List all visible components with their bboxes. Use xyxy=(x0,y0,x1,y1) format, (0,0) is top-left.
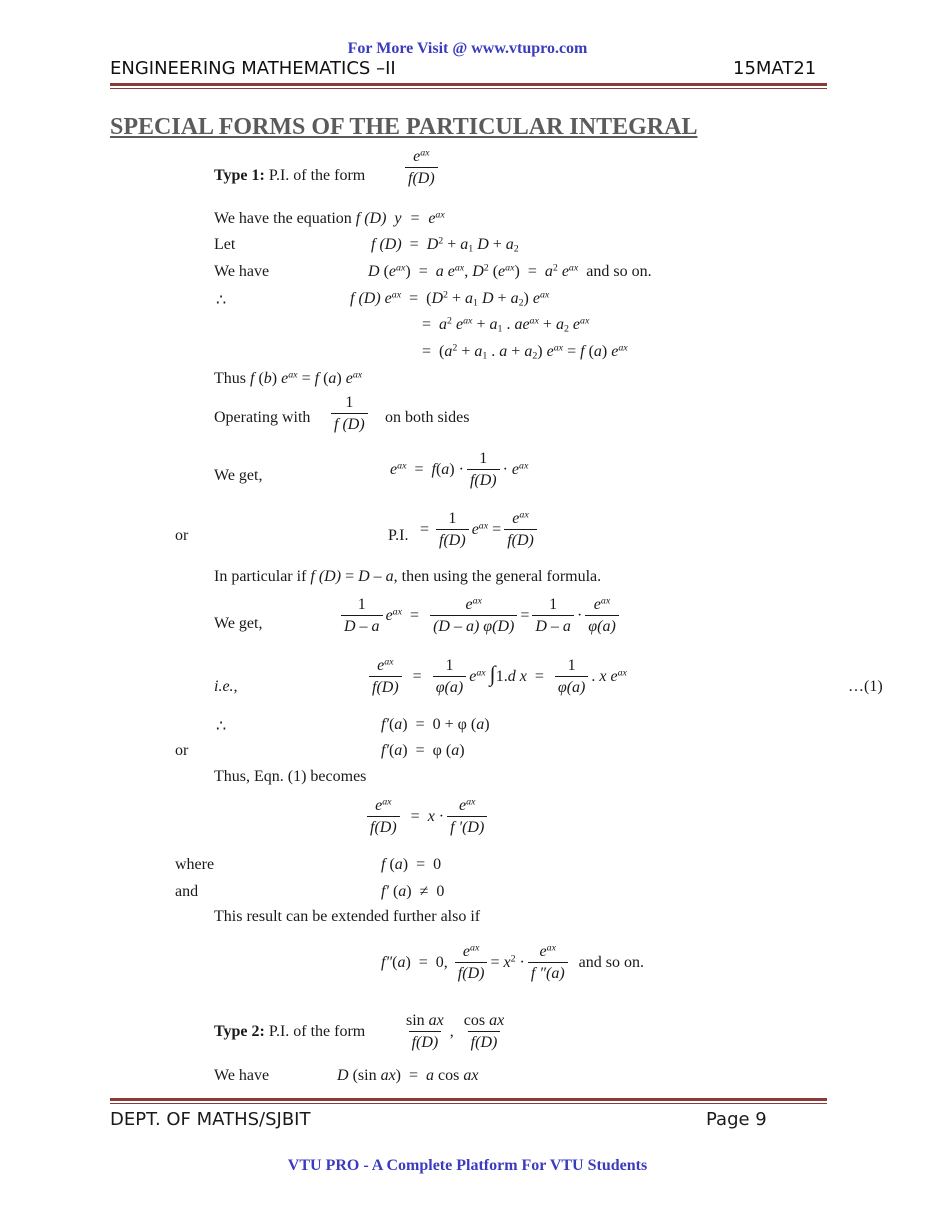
operating-fraction: $\frac{1}{f (D)}$ xyxy=(328,394,371,435)
therefore-2: ∴ xyxy=(216,718,227,735)
type2-label: Type 2: xyxy=(214,1023,265,1040)
extended-text: This result can be extended further also if xyxy=(214,908,481,925)
and-so-on-1: and so on. xyxy=(586,263,652,280)
we-get-label-1: We get, xyxy=(214,467,263,484)
fd-eax-line2: = $a^2$ $e^{ax} + a_1$ . $ae^{ax} + a_2$ $e^{ax}$ xyxy=(422,315,590,335)
header-code: 15MAT21 xyxy=(733,58,817,79)
where-label: where xyxy=(175,856,215,873)
fd-eax-line3: = ($a^2 + a_1$ . $a + a_2$) $e^{ax} = f$ (a) $e^{ax}$ xyxy=(422,342,628,362)
pi-equation: = $\frac{1}{f(D)}$ $e^{ax}$ = $\frac{e^{ax}}{f(D)}$ xyxy=(420,510,540,551)
header-rule xyxy=(110,83,827,86)
we-have-equation-line: We have the equation f (D) $y = e^{ax}$ xyxy=(214,209,445,227)
we-get-equation-2: $\frac{1}{D - a}$ $e^{ax}$ = $\frac{e^{ax}}{(D - a) \varphi(D)}$ = $\frac{1}{D - a}$ · $\frac{e^{ax}}{\varphi(a)}$ xyxy=(338,596,622,637)
type2-heading xyxy=(214,1023,365,1041)
header-rule-thin xyxy=(110,88,827,89)
ie-label: i.e., xyxy=(214,678,238,695)
where-equation: f (a) = 0 xyxy=(381,856,442,873)
type1-label: Type 1: xyxy=(214,167,265,184)
header-subject: ENGINEERING MATHEMATICS –II xyxy=(110,58,396,79)
on-both-sides-text: on both sides xyxy=(385,409,470,426)
therefore-1: ∴ xyxy=(216,292,227,309)
and-so-on-2: and so on. xyxy=(578,954,644,972)
thus-text: Thus xyxy=(214,370,246,387)
fprime-equation-1: f′(a) = 0 + φ (a) xyxy=(381,716,490,733)
derivative-equation: D $(e^{ax}) = a$ $e^{ax}$, $D^2$ $(e^{ax}) = a^2$ $e^{ax}$ and so on. xyxy=(368,262,652,280)
footer-link[interactable]: VTU PRO - A Complete Platform For VTU Students xyxy=(287,1157,648,1174)
type1-heading xyxy=(214,167,365,185)
or-label-2: or xyxy=(175,742,189,759)
header-link[interactable]: For More Visit @ www.vtupro.com xyxy=(347,40,588,57)
pi-label: P.I. xyxy=(388,527,409,544)
type2-prefix: P.I. of the form xyxy=(268,1023,366,1040)
result-equation: $\frac{e^{ax}}{f(D)}$ = x · $\frac{e^{ax}}{f '(D)}$ xyxy=(364,797,490,838)
footer-page-number: Page 9 xyxy=(706,1109,767,1130)
thus-eqn-text: Thus, Eqn. (1) becomes xyxy=(214,768,367,785)
let-label: Let xyxy=(214,236,236,253)
in-particular-text: In particular if xyxy=(214,568,307,585)
then-using-text: then using the general formula. xyxy=(401,568,602,585)
and-equation: f′ (a) ≠ 0 xyxy=(381,883,445,900)
footer-dept: DEPT. OF MATHS/SJBIT xyxy=(110,1109,311,1130)
we-get-label-2: We get, xyxy=(214,615,263,632)
footer-rule xyxy=(110,1098,827,1101)
let-equation: f $(D) = D^2 + a_1$ $D + a_2$ xyxy=(371,235,519,255)
type1-prefix: P.I. of the form xyxy=(268,167,366,184)
or-label-1: or xyxy=(175,527,189,544)
fd-eax-line1: f (D) $e^{ax} = (D^2 + a_1$ $D + a_2$) $e^{ax}$ xyxy=(350,289,550,309)
we-have-last-label: We have xyxy=(214,1067,270,1084)
section-title: SPECIAL FORMS OF THE PARTICULAR INTEGRAL xyxy=(110,114,698,140)
operating-with-text: Operating with xyxy=(214,409,311,426)
we-have-label: We have xyxy=(214,263,270,280)
thus-line: Thus f (b) $e^{ax} = f$ (a) $e^{ax}$ xyxy=(214,369,363,387)
we-have-equation-text: We have the equation xyxy=(214,210,352,227)
in-particular-line: In particular if f (D) = D – a, then using the general formula. xyxy=(214,568,602,585)
type2-fractions: $\frac{\text{sin ax}}{f(D)}$ , $\frac{\text{cos ax}}{f(D)}$ xyxy=(406,1012,505,1052)
footer-rule-thin xyxy=(110,1103,827,1104)
fprime-equation-2: f′(a) = φ (a) xyxy=(381,742,465,759)
equation-number-1: …(1) xyxy=(848,678,883,695)
extended-equation: f″(a) = 0, $\frac{e^{ax}}{f(D)}$ = $x^2$ · $\frac{e^{ax}}{f ''(a)}$ and so on. xyxy=(381,942,644,983)
we-get-equation-1: $e^{ax} = f(a)$ · $\frac{1}{f(D)}$ · $e^{ax}$ xyxy=(390,450,529,490)
type1-fraction: $\frac{e^{ax}}{f(D)}$ xyxy=(402,148,441,189)
sin-derivative-equation: D (sin ax) = a cos ax xyxy=(337,1067,479,1084)
and-label: and xyxy=(175,883,199,900)
ie-equation: $\frac{e^{ax}}{f(D)}$ = $\frac{1}{\varphi(a)}$ $e^{ax}$ ∫1.d x = $\frac{1}{\varphi(a)}$ . x $e^{ax}$ xyxy=(366,657,627,698)
